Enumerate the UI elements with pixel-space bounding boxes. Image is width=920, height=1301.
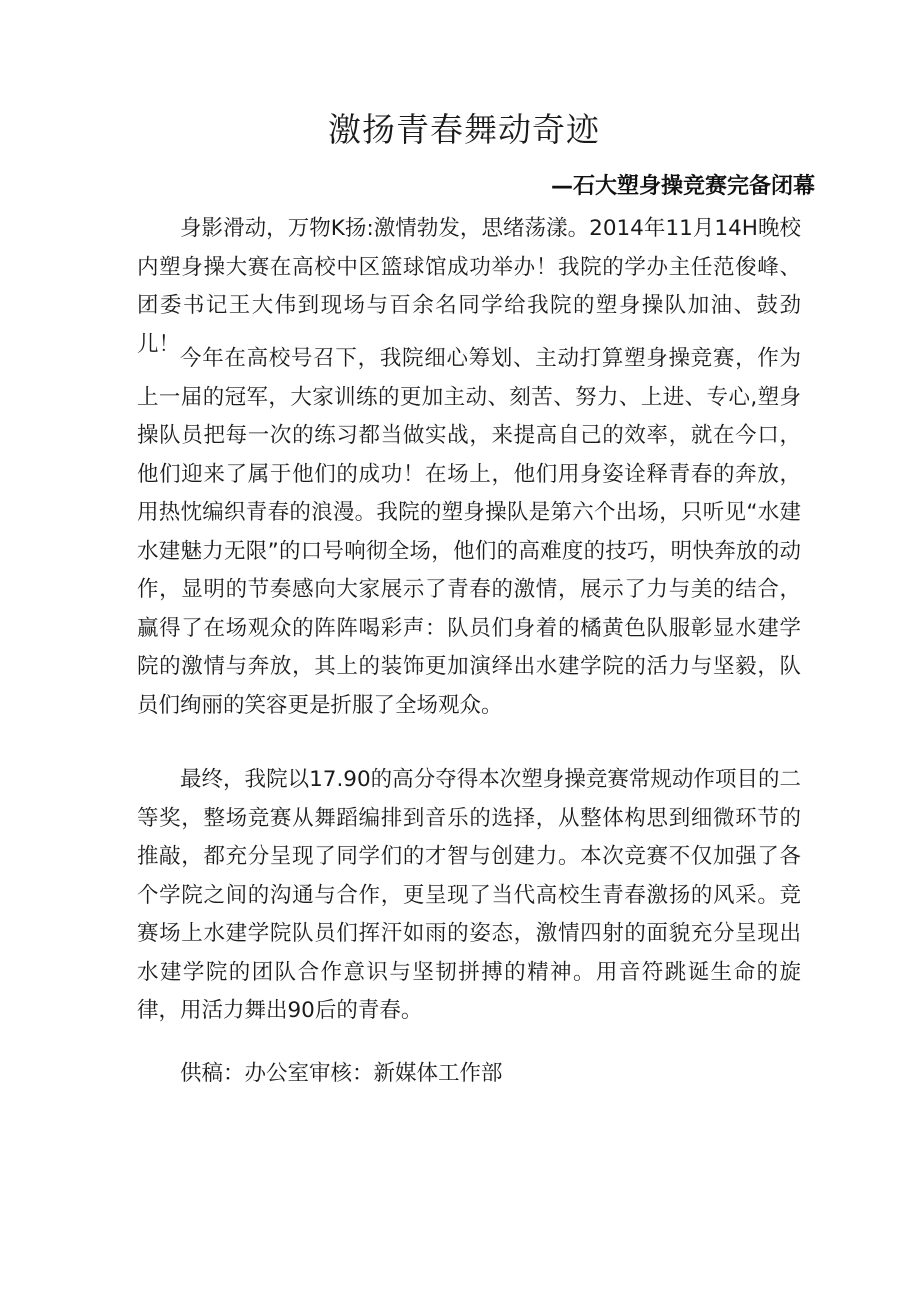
credits-line: 供稿：办公室审核：新媒体工作部: [180, 1061, 503, 1086]
document-subtitle: —石大塑身操竞赛完备闭幕: [550, 174, 815, 199]
document-title: 激扬青春舞动奇迹: [328, 110, 600, 149]
paragraph-opening: 身影滑动，万物K扬:激情勃发，思绪荡漾。2014年11月14H晚校内塑身操大赛在高校中区篮球馆成功举办！我院的学办主任范俊峰、团委书记王大伟到现场与百余名同学给我院的塑身操队加油、鼓劲儿！: [137, 216, 801, 357]
paragraph-result: 最终，我院以17.90的高分夺得本次塑身操竞赛常规动作项目的二等奖，整场竞赛从舞蹈编排到音乐的选择，从整体构思到细微环节的推敲，都充分呈现了同学们的才智与创建力。本次竞赛不仅加强了各个学院之间的沟通与合作，更呈现了当代高校生青春激扬的风采。竞赛场上水建学院队员们挥汗如雨的姿态，激情四射的面貌充分呈现出水建学院的团队合作意识与坚韧拼搏的精神。用音符跳诞生命的旋律，用活力舞出90后的青春。: [137, 767, 801, 1023]
paragraph-performance: 今年在高校号召下，我院细心筹划、主动打算塑身操竞赛，作为上一届的冠军，大家训练的更加主动、刻苦、努力、上进、专心,塑身操队员把每一次的练习都当做实战，来提高自己的效率，就在今口，他们迎来了属于他们的成功！在场上，他们用身姿诠释青春的奔放，用热忱编织青春的浪漫。我院的塑身操队是第六个出场，只听见“水建水建魅力无限”的口号响彻全场，他们的高难度的技巧，明快奔放的动作，显明的节奏感向大家展示了青春的激情，展示了力与美的结合，赢得了在场观众的阵阵喝彩声：队员们身着的橘黄色队服彰显水建学院的激情与奔放，其上的装饰更加演绎出水建学院的活力与坚毅，队员们绚丽的笑容更是折服了全场观众。: [137, 346, 801, 718]
